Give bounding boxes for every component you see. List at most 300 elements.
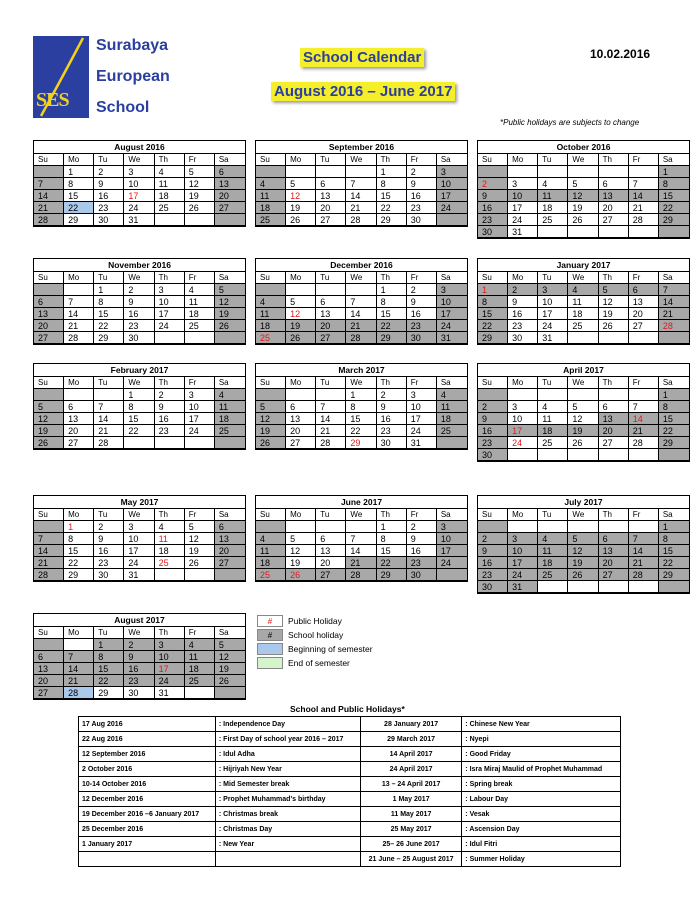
- day-cell: 13: [316, 545, 346, 557]
- day-cell: 29: [64, 214, 94, 226]
- empty-cell: [478, 389, 508, 401]
- month-title: May 2017: [34, 496, 245, 509]
- empty-cell: [256, 389, 286, 401]
- day-cell: 27: [34, 687, 64, 699]
- empty-cell: [599, 332, 629, 344]
- empty-cell: [215, 332, 245, 344]
- day-cell: 29: [659, 569, 689, 581]
- day-cell: 23: [377, 425, 407, 437]
- day-cell: 5: [568, 533, 598, 545]
- day-cell: 26: [568, 214, 598, 226]
- holiday-row: [79, 837, 621, 852]
- day-cell: 23: [407, 557, 437, 569]
- day-cell: 22: [346, 425, 376, 437]
- day-cell: 12: [568, 190, 598, 202]
- holiday-name: : Vesak: [462, 807, 621, 822]
- day-cell: 17: [437, 190, 467, 202]
- holiday-name: : Labour Day: [462, 792, 621, 807]
- weekday-label: Tu: [316, 509, 346, 521]
- month-calendar: [477, 495, 690, 594]
- day-cell: 14: [346, 545, 376, 557]
- empty-cell: [256, 284, 286, 296]
- empty-cell: [599, 226, 629, 238]
- legend-swatch-begin: [257, 643, 283, 655]
- day-cell: 4: [568, 284, 598, 296]
- month-days: [34, 272, 245, 344]
- day-cell: 18: [256, 202, 286, 214]
- weekday-label: Mo: [64, 377, 94, 389]
- day-cell: 15: [377, 545, 407, 557]
- day-cell: 8: [64, 178, 94, 190]
- day-cell: 3: [185, 389, 215, 401]
- day-cell: 27: [316, 569, 346, 581]
- day-cell: 30: [508, 332, 538, 344]
- legend-item-end: [257, 656, 373, 669]
- day-cell: 30: [407, 332, 437, 344]
- day-cell: 7: [629, 533, 659, 545]
- month-calendar: [255, 258, 468, 345]
- day-cell: 30: [377, 437, 407, 449]
- weekday-label: Tu: [94, 272, 124, 284]
- weekday-label: Tu: [316, 272, 346, 284]
- holiday-name: : Christmas break: [215, 807, 360, 822]
- day-cell: 30: [124, 332, 154, 344]
- day-cell: 24: [508, 214, 538, 226]
- month-title: April 2017: [478, 364, 689, 377]
- day-cell: 20: [316, 202, 346, 214]
- day-cell: 22: [94, 320, 124, 332]
- day-cell: 2: [407, 521, 437, 533]
- empty-cell: [629, 389, 659, 401]
- holiday-name: : Mid Semester break: [215, 777, 360, 792]
- day-cell: 21: [64, 675, 94, 687]
- weekday-label: Fr: [185, 627, 215, 639]
- day-cell: 24: [508, 437, 538, 449]
- day-cell: 7: [629, 178, 659, 190]
- day-cell: 12: [256, 413, 286, 425]
- empty-cell: [346, 521, 376, 533]
- weekday-label: Fr: [629, 377, 659, 389]
- day-cell: 16: [377, 413, 407, 425]
- day-cell: 17: [538, 308, 568, 320]
- day-cell: 4: [185, 639, 215, 651]
- day-cell: 31: [508, 581, 538, 593]
- empty-cell: [155, 332, 185, 344]
- day-cell: 7: [346, 178, 376, 190]
- empty-cell: [34, 166, 64, 178]
- day-cell: 9: [407, 533, 437, 545]
- day-cell: 23: [407, 320, 437, 332]
- weekday-label: We: [124, 509, 154, 521]
- holiday-note: *Public holidays are subjects to change: [500, 118, 640, 127]
- legend-swatch-end: [257, 657, 283, 669]
- weekday-label: Sa: [215, 509, 245, 521]
- day-cell: 28: [629, 569, 659, 581]
- day-cell: 2: [94, 166, 124, 178]
- day-cell: 5: [286, 178, 316, 190]
- day-cell: 21: [94, 425, 124, 437]
- weekday-label: Sa: [437, 272, 467, 284]
- day-cell: 24: [155, 320, 185, 332]
- day-cell: 2: [94, 521, 124, 533]
- document-date: 10.02.2016: [590, 47, 651, 61]
- weekday-label: Th: [377, 154, 407, 166]
- weekday-label: We: [346, 154, 376, 166]
- day-cell: 28: [659, 320, 689, 332]
- day-cell: 13: [34, 308, 64, 320]
- weekday-label: Mo: [64, 154, 94, 166]
- day-cell: 28: [34, 214, 64, 226]
- empty-cell: [316, 389, 346, 401]
- day-cell: 31: [155, 687, 185, 699]
- day-cell: 22: [659, 557, 689, 569]
- empty-cell: [538, 389, 568, 401]
- day-cell: 9: [155, 401, 185, 413]
- weekday-label: Mo: [64, 272, 94, 284]
- day-cell: 16: [94, 190, 124, 202]
- day-cell: 21: [316, 425, 346, 437]
- day-cell: 27: [215, 557, 245, 569]
- day-cell: 12: [185, 533, 215, 545]
- day-cell: 16: [155, 413, 185, 425]
- holiday-row: [79, 717, 621, 732]
- month-days: [34, 377, 245, 449]
- holiday-date: 28 January 2017: [360, 717, 461, 732]
- day-cell: 20: [34, 320, 64, 332]
- empty-cell: [538, 581, 568, 593]
- holiday-date: 1 May 2017: [360, 792, 461, 807]
- day-cell: 22: [94, 675, 124, 687]
- weekday-label: Fr: [185, 509, 215, 521]
- month-days: [256, 509, 467, 581]
- day-cell: 3: [124, 166, 154, 178]
- day-cell: 8: [659, 401, 689, 413]
- day-cell: 9: [124, 651, 154, 663]
- day-cell: 21: [64, 320, 94, 332]
- day-cell: 3: [538, 284, 568, 296]
- empty-cell: [478, 166, 508, 178]
- day-cell: 27: [629, 320, 659, 332]
- day-cell: 15: [659, 545, 689, 557]
- holiday-name: : First Day of school year 2016 – 2017: [215, 732, 360, 747]
- day-cell: 14: [629, 545, 659, 557]
- empty-cell: [316, 284, 346, 296]
- day-cell: 10: [437, 533, 467, 545]
- empty-cell: [508, 389, 538, 401]
- empty-cell: [629, 449, 659, 461]
- day-cell: 24: [124, 202, 154, 214]
- weekday-label: Su: [34, 377, 64, 389]
- page-subtitle: August 2016 – June 2017: [271, 82, 455, 101]
- day-cell: 8: [64, 533, 94, 545]
- day-cell: 27: [316, 214, 346, 226]
- day-cell: 20: [316, 320, 346, 332]
- holiday-name: : Idul Adha: [215, 747, 360, 762]
- holiday-name: : Independence Day: [215, 717, 360, 732]
- day-cell: 8: [659, 533, 689, 545]
- weekday-label: Fr: [407, 509, 437, 521]
- month-calendar: [33, 140, 246, 227]
- month-days: [478, 154, 689, 238]
- holiday-name: : Nyepi: [462, 732, 621, 747]
- month-calendar: [477, 140, 690, 239]
- day-cell: 9: [407, 178, 437, 190]
- month-days: [478, 509, 689, 593]
- empty-cell: [346, 284, 376, 296]
- empty-cell: [34, 284, 64, 296]
- day-cell: 15: [94, 308, 124, 320]
- day-cell: 2: [478, 401, 508, 413]
- legend-item-begin: [257, 642, 373, 655]
- day-cell: 4: [437, 389, 467, 401]
- weekday-label: Mo: [508, 377, 538, 389]
- empty-cell: [538, 226, 568, 238]
- weekday-label: Sa: [659, 272, 689, 284]
- empty-cell: [185, 332, 215, 344]
- day-cell: 28: [34, 569, 64, 581]
- weekday-label: Sa: [215, 377, 245, 389]
- weekday-label: Tu: [316, 154, 346, 166]
- weekday-label: We: [124, 377, 154, 389]
- weekday-label: Su: [478, 509, 508, 521]
- month-calendar: [477, 363, 690, 462]
- day-cell: 13: [316, 308, 346, 320]
- day-cell: 1: [346, 389, 376, 401]
- month-calendar: [477, 258, 690, 345]
- day-cell: 17: [124, 190, 154, 202]
- holiday-date: 22 Aug 2016: [79, 732, 216, 747]
- day-cell: 4: [256, 296, 286, 308]
- holiday-name: : New Year: [215, 837, 360, 852]
- holiday-row: [79, 762, 621, 777]
- holiday-name: : Christmas Day: [215, 822, 360, 837]
- empty-cell: [599, 581, 629, 593]
- empty-cell: [316, 166, 346, 178]
- empty-cell: [659, 449, 689, 461]
- day-cell: 14: [629, 413, 659, 425]
- day-cell: 8: [346, 401, 376, 413]
- holiday-name: : Hijriyah New Year: [215, 762, 360, 777]
- day-cell: 13: [599, 413, 629, 425]
- empty-cell: [286, 166, 316, 178]
- month-days: [256, 377, 467, 449]
- day-cell: 22: [377, 557, 407, 569]
- day-cell: 6: [316, 296, 346, 308]
- day-cell: 1: [659, 521, 689, 533]
- day-cell: 3: [155, 284, 185, 296]
- month-calendar: [33, 613, 246, 700]
- day-cell: 1: [124, 389, 154, 401]
- month-days: [478, 377, 689, 461]
- day-cell: 5: [34, 401, 64, 413]
- day-cell: 15: [64, 545, 94, 557]
- day-cell: 7: [346, 296, 376, 308]
- day-cell: 12: [286, 545, 316, 557]
- day-cell: 23: [478, 214, 508, 226]
- day-cell: 6: [286, 401, 316, 413]
- day-cell: 26: [185, 202, 215, 214]
- day-cell: 1: [64, 521, 94, 533]
- holiday-date: 1 January 2017: [79, 837, 216, 852]
- weekday-label: Tu: [538, 377, 568, 389]
- weekday-label: Fr: [185, 272, 215, 284]
- day-cell: 31: [407, 437, 437, 449]
- day-cell: 16: [94, 545, 124, 557]
- day-cell: 8: [377, 533, 407, 545]
- day-cell: 3: [155, 639, 185, 651]
- empty-cell: [94, 389, 124, 401]
- day-cell: 2: [124, 639, 154, 651]
- day-cell: 20: [316, 557, 346, 569]
- day-cell: 11: [538, 190, 568, 202]
- day-cell: 17: [407, 413, 437, 425]
- holiday-date: 10-14 October 2016: [79, 777, 216, 792]
- legend-label: School holiday: [288, 629, 344, 640]
- day-cell: 19: [568, 425, 598, 437]
- day-cell: 30: [407, 569, 437, 581]
- month-calendar: [33, 258, 246, 345]
- holiday-date: 29 March 2017: [360, 732, 461, 747]
- day-cell: 9: [478, 413, 508, 425]
- day-cell: 24: [185, 425, 215, 437]
- day-cell: 12: [568, 545, 598, 557]
- day-cell: 4: [538, 178, 568, 190]
- day-cell: 26: [568, 437, 598, 449]
- day-cell: 15: [124, 413, 154, 425]
- empty-cell: [659, 581, 689, 593]
- month-days: [478, 272, 689, 344]
- empty-cell: [629, 581, 659, 593]
- day-cell: 18: [155, 190, 185, 202]
- day-cell: 16: [478, 202, 508, 214]
- weekday-label: Th: [377, 272, 407, 284]
- day-cell: 8: [377, 296, 407, 308]
- day-cell: 11: [256, 308, 286, 320]
- day-cell: 6: [34, 651, 64, 663]
- day-cell: 9: [478, 190, 508, 202]
- day-cell: 15: [659, 413, 689, 425]
- day-cell: 9: [377, 401, 407, 413]
- day-cell: 10: [407, 401, 437, 413]
- weekday-label: Sa: [659, 509, 689, 521]
- empty-cell: [185, 437, 215, 449]
- month-calendar: [255, 495, 468, 582]
- day-cell: 26: [185, 557, 215, 569]
- day-cell: 29: [659, 437, 689, 449]
- weekday-label: Sa: [437, 377, 467, 389]
- empty-cell: [538, 166, 568, 178]
- day-cell: 29: [64, 569, 94, 581]
- day-cell: 22: [659, 425, 689, 437]
- day-cell: 3: [407, 389, 437, 401]
- weekday-label: Fr: [185, 154, 215, 166]
- day-cell: 19: [34, 425, 64, 437]
- legend-swatch-public: #: [257, 615, 283, 627]
- day-cell: 10: [508, 545, 538, 557]
- empty-cell: [599, 521, 629, 533]
- holiday-date: 25 May 2017: [360, 822, 461, 837]
- day-cell: 15: [64, 190, 94, 202]
- day-cell: 4: [256, 178, 286, 190]
- day-cell: 12: [599, 296, 629, 308]
- day-cell: 17: [508, 202, 538, 214]
- empty-cell: [508, 449, 538, 461]
- day-cell: 23: [94, 202, 124, 214]
- holiday-row: [79, 822, 621, 837]
- weekday-label: Sa: [659, 154, 689, 166]
- day-cell: 4: [538, 401, 568, 413]
- day-cell: 23: [508, 320, 538, 332]
- day-cell: 8: [124, 401, 154, 413]
- day-cell: 12: [185, 178, 215, 190]
- day-cell: 23: [94, 557, 124, 569]
- empty-cell: [34, 521, 64, 533]
- month-title: October 2016: [478, 141, 689, 154]
- weekday-label: Th: [599, 154, 629, 166]
- day-cell: 21: [629, 425, 659, 437]
- empty-cell: [64, 284, 94, 296]
- day-cell: 27: [599, 569, 629, 581]
- day-cell: 19: [286, 557, 316, 569]
- day-cell: 20: [629, 308, 659, 320]
- day-cell: 20: [599, 202, 629, 214]
- day-cell: 24: [538, 320, 568, 332]
- holiday-date: 17 Aug 2016: [79, 717, 216, 732]
- day-cell: 29: [659, 214, 689, 226]
- weekday-label: Su: [34, 509, 64, 521]
- empty-cell: [659, 226, 689, 238]
- day-cell: 21: [346, 557, 376, 569]
- school-name: [96, 30, 170, 123]
- weekday-label: Tu: [94, 377, 124, 389]
- empty-cell: [478, 521, 508, 533]
- month-title: March 2017: [256, 364, 467, 377]
- day-cell: 5: [215, 639, 245, 651]
- day-cell: 24: [124, 557, 154, 569]
- weekday-label: We: [568, 377, 598, 389]
- day-cell: 7: [34, 533, 64, 545]
- day-cell: 6: [34, 296, 64, 308]
- day-cell: 14: [659, 296, 689, 308]
- day-cell: 2: [124, 284, 154, 296]
- day-cell: 18: [568, 308, 598, 320]
- day-cell: 14: [629, 190, 659, 202]
- day-cell: 10: [124, 533, 154, 545]
- day-cell: 13: [599, 190, 629, 202]
- day-cell: 6: [215, 166, 245, 178]
- day-cell: 4: [155, 166, 185, 178]
- weekday-label: Fr: [629, 272, 659, 284]
- day-cell: 30: [407, 214, 437, 226]
- day-cell: 14: [94, 413, 124, 425]
- empty-cell: [538, 521, 568, 533]
- day-cell: 6: [316, 178, 346, 190]
- weekday-label: Fr: [629, 509, 659, 521]
- day-cell: 7: [316, 401, 346, 413]
- weekday-label: Th: [599, 272, 629, 284]
- day-cell: 2: [478, 178, 508, 190]
- empty-cell: [629, 332, 659, 344]
- day-cell: 23: [124, 675, 154, 687]
- weekday-label: We: [124, 154, 154, 166]
- day-cell: 18: [215, 413, 245, 425]
- day-cell: 14: [346, 190, 376, 202]
- day-cell: 27: [34, 332, 64, 344]
- day-cell: 19: [286, 320, 316, 332]
- month-calendar: [255, 140, 468, 227]
- day-cell: 3: [508, 178, 538, 190]
- day-cell: 8: [478, 296, 508, 308]
